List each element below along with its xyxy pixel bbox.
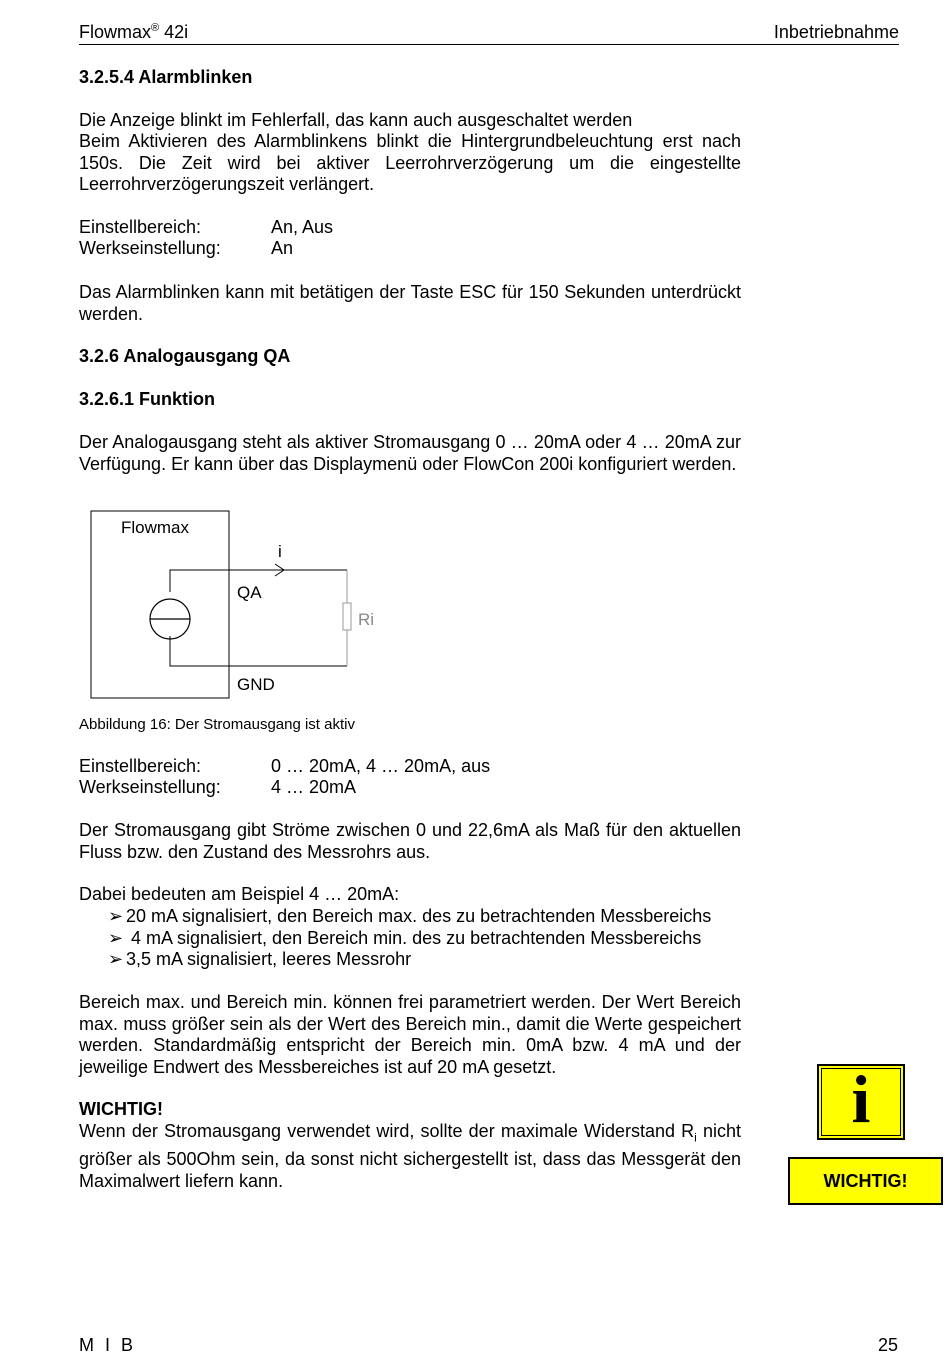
current-label: i	[278, 542, 282, 561]
alarm-para-rest: Beim Aktivieren des Alarmblinkens blinkt die Hintergrundbeleuchtung erst nach 150s. Die Zeit wird bei aktiver Leerrohrverzögerung um die eingestellte Leerrohrverzögerungszeit verlängert.	[79, 131, 741, 195]
range-label: Einstellbereich:	[79, 217, 202, 237]
header-section: Inbetriebnahme	[773, 22, 899, 42]
info-glyph: i	[851, 1061, 871, 1137]
wire-bottom	[170, 636, 347, 666]
qa-label: QA	[237, 583, 262, 602]
alarm-para-line1: Die Anzeige blinkt im Fehlerfall, das kann auch ausgeschaltet werden	[79, 110, 633, 130]
alarm-range-row	[79, 217, 741, 239]
default-value: 4 … 20mA	[271, 777, 357, 797]
page-number: 25	[877, 1335, 898, 1355]
default-label: Werkseinstellung:	[79, 777, 221, 797]
function-para1: Der Analogausgang steht als aktiver Stromausgang 0 … 20mA oder 4 … 20mA zur Verfügung. Er kann über das Displaymenü oder FlowCon 200i konfiguriert werden.	[79, 432, 741, 474]
important-heading: WICHTIG!	[79, 1099, 163, 1119]
range-value: An, Aus	[271, 217, 334, 237]
resistor-label: Ri	[358, 610, 375, 629]
warning-badge: WICHTIG!	[788, 1157, 943, 1205]
function-para2: Der Stromausgang gibt Ströme zwischen 0 und 22,6mA als Maß für den aktuellen Fluss bzw. den Zustand des Messrohrs aus.	[79, 820, 741, 862]
heading-3254: 3.2.5.4 Alarmblinken	[79, 67, 253, 87]
circuit-diagram	[79, 508, 399, 708]
list-item	[108, 906, 748, 928]
figure-caption: Abbildung 16: Der Stromausgang ist aktiv	[79, 716, 355, 733]
page-header	[79, 22, 899, 45]
list-item	[108, 928, 748, 950]
bullet-arrow-icon: ➢	[108, 949, 124, 969]
heading-3261: 3.2.6.1 Funktion	[79, 389, 216, 409]
important-text-part1: Wenn der Stromausgang verwendet wird, sollte der maximale Widerstand R	[79, 1121, 695, 1141]
output-range-row	[79, 756, 741, 778]
bullet-text: 4 mA signalisiert, den Bereich min. des zu betrachtenden Messbereichs	[126, 928, 702, 948]
flowmax-box	[91, 511, 229, 698]
bullet-text: 20 mA signalisiert, den Bereich max. des zu betrachtenden Messbereichs	[126, 906, 712, 926]
bullet-arrow-icon: ➢	[108, 928, 124, 948]
list-item	[108, 949, 748, 971]
range-label: Einstellbereich:	[79, 756, 202, 776]
info-icon	[817, 1061, 905, 1140]
header-product	[79, 22, 188, 43]
default-value: An	[271, 238, 294, 258]
range-value: 0 … 20mA, 4 … 20mA, aus	[271, 756, 491, 776]
registered-mark: ®	[151, 22, 160, 34]
important-text-part2: nicht größer als 500Ohm sein, da sonst nicht sichergestellt ist, dass das Messgerät den Maximalwert liefern kann.	[79, 1121, 742, 1191]
alarm-default-row	[79, 238, 741, 260]
heading-326: 3.2.6 Analogausgang QA	[79, 346, 291, 366]
example-intro: Dabei bedeuten am Beispiel 4 … 20mA:	[79, 884, 400, 904]
flowmax-label: Flowmax	[121, 518, 190, 537]
product-model: 42i	[164, 22, 189, 42]
footer-company: M I B	[79, 1335, 137, 1355]
resistor-icon	[343, 603, 351, 630]
gnd-label: GND	[237, 675, 275, 694]
function-para3: Bereich max. und Bereich min. können frei parametriert werden. Der Wert Bereich max. muss größer sein als der Wert des Bereich min., damit die Werte gespeichert werden. Standardmäßig entspricht der Bereich min. 0mA bzw. 4 mA und der jeweilige Endwert des Messbereiches ist auf 20 mA gesetzt.	[79, 992, 741, 1077]
default-label: Werkseinstellung:	[79, 238, 221, 258]
bullet-text: 3,5 mA signalisiert, leeres Messrohr	[126, 949, 412, 969]
product-name: Flowmax	[79, 22, 152, 42]
important-text	[79, 1121, 741, 1192]
output-default-row	[79, 777, 741, 799]
important-text-subscript: i	[694, 1130, 697, 1145]
alarm-para2: Das Alarmblinken kann mit betätigen der Taste ESC für 150 Sekunden unterdrückt werden.	[79, 282, 741, 324]
bullet-arrow-icon: ➢	[108, 906, 124, 926]
